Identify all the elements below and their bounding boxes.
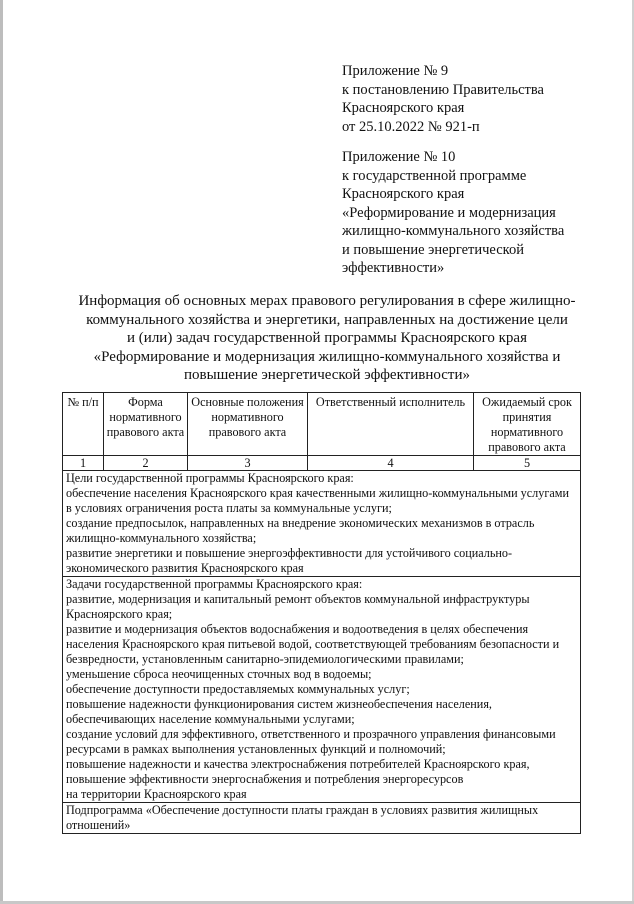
tasks-line: Задачи государственной программы Красноярского края: — [66, 577, 363, 591]
column-number: 4 — [308, 456, 474, 471]
measures-table — [62, 392, 581, 834]
appendix-line: Красноярского края — [342, 186, 465, 202]
header-act-provisions: Основные положения нормативного правового акта — [188, 393, 308, 456]
program-goals-cell — [63, 471, 581, 577]
tasks-line: населения Красноярского края питьевой водой, соответствующей требованиям безопасности и — [66, 637, 560, 651]
tasks-line: повышение эффективности энергоснабжения и потребления энергоресурсов — [66, 772, 464, 786]
tasks-line: развитие и модернизация объектов водоснабжения и водоотведения в целях обеспечения — [66, 622, 529, 636]
appendix-line: к постановлению Правительства — [342, 81, 544, 98]
appendix-10-header — [342, 148, 622, 278]
appendix-line: и повышение энергетической — [342, 241, 524, 258]
goals-line: создание предпосылок, направленных на внедрение экономических механизмов в отрасль — [66, 516, 535, 530]
goals-line: в условиях ограничения роста платы за коммунальные услуги; — [66, 501, 392, 515]
tasks-line: повышение надежности функционирования систем жизнеобеспечения населения, — [66, 697, 492, 711]
column-number: 2 — [104, 456, 188, 471]
goals-line: Цели государственной программы Красноярского края: — [66, 471, 354, 485]
document-title — [70, 292, 584, 385]
tasks-row — [63, 577, 581, 803]
tasks-line: создание условий для эффективного, ответственного и прозрачного управления финансовыми — [66, 727, 556, 741]
tasks-line: обеспечивающих население коммунальными услугами; — [66, 712, 355, 726]
tasks-line: на территории Красноярского края — [66, 787, 247, 801]
table-header-row — [63, 393, 581, 456]
goals-line: жилищно-коммунального хозяйства; — [66, 531, 257, 545]
appendix-line: «Реформирование и модернизация — [342, 204, 556, 221]
title-line: повышение энергетической эффективности» — [184, 367, 470, 383]
appendix-line: от 25.10.2022 № 921-п — [342, 118, 480, 135]
appendix-line: Приложение № 9 — [342, 63, 449, 79]
tasks-line: развитие, модернизация и капитальный ремонт объектов коммунальной инфраструктуры — [66, 592, 530, 606]
column-number: 1 — [63, 456, 104, 471]
goals-line: обеспечение населения Красноярского края качественными жилищно-коммунальными услугами — [66, 486, 569, 500]
goals-line: развитие энергетики и повышение энергоэффективности для устойчивого социально- — [66, 546, 513, 560]
column-number: 3 — [188, 456, 308, 471]
tasks-line: повышение надежности и качества электроснабжения потребителей Красноярского края, — [66, 757, 530, 771]
header-expected-date: Ожидаемый срок принятия нормативного правового акта — [474, 393, 581, 456]
subprogram-row — [63, 803, 581, 834]
tasks-line: безвредности, установленным санитарно-эпидемиологическими правилами; — [66, 652, 464, 666]
appendix-line: Приложение № 10 — [342, 149, 456, 165]
tasks-line: ресурсами в рамках выполнения установленных функций и полномочий; — [66, 742, 446, 756]
header-responsible: Ответственный исполнитель — [308, 393, 474, 456]
tasks-line: Красноярского края; — [66, 607, 173, 621]
title-line: «Реформирование и модернизация жилищно-коммунального хозяйства и — [93, 348, 561, 365]
subprogram-line: отношений» — [66, 818, 131, 832]
appendix-line: жилищно-коммунального хозяйства — [342, 223, 565, 239]
tasks-line: уменьшение сброса неочищенных сточных вод в водоемы; — [66, 667, 372, 681]
program-tasks-cell — [63, 577, 581, 803]
column-number-row — [63, 456, 581, 471]
appendix-9-header — [342, 62, 622, 136]
header-act-form: Форма нормативного правового акта — [104, 393, 188, 456]
appendix-line: к государственной программе — [342, 167, 527, 184]
subprogram-cell — [63, 803, 581, 834]
title-line: Информация об основных мерах правового регулирования в сфере жилищно- — [78, 293, 576, 309]
title-line: коммунального хозяйства и энергетики, направленных на достижение цели — [86, 311, 568, 328]
tasks-line: обеспечение доступности предоставляемых коммунальных услуг; — [66, 682, 410, 696]
appendix-line: Красноярского края — [342, 100, 465, 116]
scan-left-edge — [0, 0, 3, 904]
goals-line: экономического развития Красноярского края — [66, 561, 304, 575]
appendix-line: эффективности» — [342, 260, 445, 276]
header-number: № п/п — [63, 393, 104, 456]
goals-row — [63, 471, 581, 577]
title-line: и (или) задач государственной программы Красноярского края — [127, 330, 527, 346]
subprogram-line: Подпрограмма «Обеспечение доступности платы граждан в условиях развития жилищных — [66, 803, 539, 817]
column-number: 5 — [474, 456, 581, 471]
